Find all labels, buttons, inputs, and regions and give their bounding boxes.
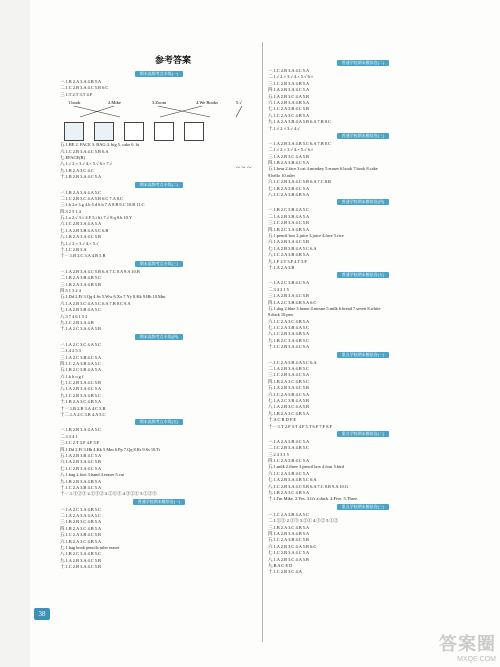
match-connector-line — [236, 106, 242, 117]
section-header — [60, 71, 258, 78]
answer-line: 9.duck 10.pen — [268, 312, 293, 318]
answer-line: 二.1.√ 2.× 3.√ 4.× 5.√ 6.× — [268, 74, 314, 80]
watermark — [416, 630, 496, 663]
answer-line: 四.1.B 2.A 3.C 4.B 5.C — [268, 378, 309, 384]
answer-line: 十一.1.B 2.B 3.A 4.C 5.B — [60, 405, 106, 411]
match-connector-line — [80, 106, 114, 117]
answer-line: 九.1.B 2.A 3.C 4.B 5.A — [268, 490, 310, 496]
answer-line: 一.1.A 2.B 3.A 4.B 5.C 6.A 7.B 8.C — [268, 140, 331, 146]
empty-picture-box — [184, 122, 204, 141]
answer-line: 十.1.A 2.A 3.B — [268, 264, 295, 270]
answer-line: 二.1.A 2.B 3.A 4.B 5.C — [268, 366, 309, 372]
answer-line: 一.1.B 2.B 3.A 4.A 5.C — [60, 427, 101, 433]
match-label: 3.Zoom — [152, 100, 167, 106]
answer-line: 五.1.a 2.√ 3.√ 4.F 5.i 6.i 7.√ 8.q 9.h 10.Y — [60, 215, 133, 221]
answer-line: 二.1.A 2.B 3.B 4.A 5.A — [268, 213, 310, 219]
pencil-scribble: ~ ~ ~ — [236, 164, 251, 172]
answer-line: 十.1.C 2.B 3.A 4.C 5.B — [60, 564, 101, 570]
answer-line: 八.1.A 2.B 3.C 4.A 5.B — [268, 556, 309, 562]
answer-line: 一.1.A 2.B 3.A 4.C 5.B 6.A 7.C 8.A 9.A 10.B — [60, 268, 140, 274]
answer-line: 四.1.A 2.B 3.A 4.B 5.A — [268, 531, 310, 536]
answer-line: 七.1.A 2.C 3.B 4.A 5.B — [268, 397, 309, 403]
answer-line: 五.1.A 2.B 3.B 4.C 5.A — [60, 452, 102, 458]
section-header-label: 重点学校期末模拟卷(一) — [337, 352, 390, 358]
answer-line: 三.1.T 2.T 3.T 4.F — [60, 91, 93, 97]
answer-line: 三.1.A 2.C 3.B 4.C 5.A — [60, 354, 102, 360]
answer-line: 一.1.A 2.C 3.C 4.A 5.C — [60, 341, 101, 347]
answer-line: 四.1.Dd 2.Ff 3.Hh 4.Kk 5.Mm 6.Pp 7.Qq 8.Rr 9.Ss 10.Tt — [60, 446, 161, 452]
answer-line: 八.1.A 2.B 3.A 4.C 5.A — [60, 386, 102, 392]
section-header — [268, 352, 458, 359]
answer-column-right — [268, 59, 458, 576]
answer-line: 六.1.A 2.B 3.C 4.A 5.C 6.A 7.B 8.C 9.A — [60, 300, 131, 306]
answer-line: 六.1.A 2.B 3.A 4.B 5.A — [268, 99, 310, 105]
answer-line: 四.5 1 3 2 4 — [60, 287, 81, 293]
section-header — [60, 182, 258, 189]
answer-line: 二.1.4 2 5 3 — [60, 348, 81, 354]
answer-line: 五.1.A 2.B 3.A 4.C 5.B — [268, 385, 309, 391]
answer-line: 三.1.C 2.T 3.F 4.F 5.F — [60, 440, 100, 446]
answer-line: 三.1.C 2.B 3.A 4.C 5.B — [268, 220, 309, 226]
column-divider — [262, 42, 263, 642]
answer-line: 二.1.B 2.A 3.B 4.B 5.C — [60, 275, 101, 281]
answer-line: 一.1.A 2.C 3.A 4.B 5.C — [60, 506, 101, 512]
section-header-label: 期末高频考点专练(二) — [135, 182, 184, 188]
answer-line: 二.1.√ 2.× 3.√ 4.× 5.√ 6.× — [268, 147, 314, 153]
answer-line: 九.1.C 2.B 3.A 4.B 5.C — [60, 392, 101, 398]
answer-line: 四.1.C 2.A 3.B 4.C 5.A — [268, 458, 310, 464]
answer-line: 二.3 3 4 1 — [60, 433, 78, 439]
answer-line: 五.1.pencil box 2.juice 3.juice 4.face 5.rice — [268, 232, 344, 238]
answer-line: 一.1.C 2.A 3.B 4.A 5.C 6.A — [268, 359, 317, 365]
page-title: 参考答案 — [154, 55, 191, 65]
answer-line: 二.1.A 2.A 3.A 4.A 5.C — [60, 513, 101, 519]
answer-line: 十二.1.A 2.C 3.B 4.A 5.C — [60, 412, 106, 418]
answer-line: 七.1.bag book pencils ruler eraser — [60, 545, 120, 551]
answer-line: 十.A C B D F E — [268, 417, 297, 423]
page-number: 38 — [34, 608, 50, 620]
answer-line: 一.1.C 2.A 3.B 4.A 5.C — [268, 511, 309, 517]
answer-line: 一.1.B 2.C 3.B 4.A 5.C — [268, 207, 309, 213]
section-header-label: 普通学校期末模拟卷(二) — [337, 60, 390, 66]
answer-line: 十.1.C 2.B 3.C 4.A — [268, 569, 302, 575]
match-label: 5.√ — [236, 100, 242, 106]
answer-line: 六.1.C 2.B 3.A 4.C 5.B 6.A — [60, 148, 109, 154]
answer-line: 六.1.A 2.B 3.A 4.C 5.B — [60, 459, 101, 465]
section-header — [268, 60, 458, 67]
answer-line: 二.1.C 2.B 3.A 4.B 5.C — [268, 445, 309, 451]
section-header — [268, 272, 458, 279]
answer-line: 三.1.A 2.B 3.C 4.A 5.B — [268, 153, 309, 159]
empty-picture-box — [124, 122, 144, 141]
answer-line: 八.1.B 2.C 3.A 4.B 5.C — [60, 551, 101, 557]
section-header-label: 期末高频考点专练(四) — [135, 334, 184, 340]
answer-line: 四.3 2 5 1 4 — [60, 208, 81, 214]
answer-line: 一.1.A 2.A 3.B 4.C 5.A — [268, 438, 310, 444]
match-label: 2.Mike — [108, 100, 121, 106]
answer-line: 三.1.C 2.B 3.A 4.C 5.A — [268, 372, 310, 378]
section-header-label: 普通学校期末模拟卷(一) — [133, 499, 186, 505]
answer-line: 五.1.Dd 2.Ff 3.Qq 4.Ss 5.Ww 6.Xx 7.Yy 8.Kk 9.Hh 10.Mm — [60, 294, 166, 300]
answer-line: 十.1.C 2.B 3.A — [60, 247, 87, 253]
match-label: 4.We Books — [196, 100, 218, 106]
answer-line: 七.1.C 2.B 3.A 4.C 5.A — [60, 465, 102, 471]
answer-line: 六.1.A 2.B 3.A 4.C 5.B — [268, 239, 309, 245]
watermark-url: MXQE.COM — [457, 656, 496, 663]
matching-lines — [60, 98, 250, 118]
answer-line: 五.1.bear 2.face 3.cat 4.monkey 5.eraser 6.book 7.book 8.cake — [268, 166, 378, 172]
answer-line: 八.1.C 2.B 3.A 4.C 5.B 6.A 7.C 8.B 9.A 10.G — [268, 483, 349, 489]
answer-line: 十一.1.B 2.C 3.A 4.B 5.B — [60, 253, 106, 259]
answer-line: 七.1.C 2.B 3.A 4.C 5.B — [60, 380, 101, 386]
section-header-label: 普通学校期末模拟卷(四) — [337, 199, 390, 205]
answer-line: 八.1.C 2.A 3.C 4.B 5.A — [268, 112, 310, 118]
answer-line: 十.1.C 2.B 3.A 4.C 5.A — [268, 344, 310, 350]
answer-line: 九.1.A 2.A 3.B 4.A 5.B 6.A 7.B 8.C — [268, 119, 331, 125]
section-header-label: 普通学校期末模拟卷(五) — [337, 272, 390, 278]
answer-line: 三.1.B 2.A 3.A 4.B 5.B — [60, 281, 101, 287]
answer-line: 三.1.A 2.B 3.A 4.C 5.B — [268, 293, 309, 299]
answer-line: 八.1.B 2.A 3.A 4.C 5.B — [60, 234, 101, 240]
answer-line: 七.1.A 2.B 3.A 4.B 5.C 6.A — [268, 477, 317, 483]
answer-line: 九.1.A 2.B 3.A 4.C 5.B — [60, 557, 101, 563]
answer-line: 9.hello 10.ruler — [268, 172, 295, 178]
answer-line: 一.1.C 2.B 3.A 4.C 5.A — [268, 68, 310, 73]
answer-line: 九.1.F 2.T 3.F 4.T 5.F — [268, 258, 307, 264]
answer-line: 三.2 4 3 1 5 — [268, 451, 289, 457]
answer-line: 九.B A C E D — [268, 562, 293, 568]
answer-line: 七.1.A 2.B 3.B 4.A 5.C 6.A — [268, 245, 317, 251]
answer-line: 二.1.①② 2.①③ 3.②① 4.③② 5.①② — [268, 518, 339, 524]
answer-line: 二.1.C 2.B 3.C 4.A 5.B 6.C 7.A 8.C — [60, 195, 123, 201]
answer-line: 十一.1.T 2.F 3.T 4.F 5.T 6.F 7.F 8.F — [268, 423, 332, 429]
answer-line: 八.1.C 2.A 3.B 4.B 5.A — [268, 252, 310, 258]
answer-line: 六.1.C 2.A 3.B 4.C 5.A — [268, 470, 310, 476]
answer-line: 九.1.C 2.B 3.A 4.B — [60, 319, 94, 325]
answer-column-left — [60, 70, 258, 571]
answer-line: 三.1.B 2.A 3.C 4.B 5.A — [268, 524, 310, 530]
answer-line: 七.1.A 2.B 3.B 4.A 5.C 6.B — [60, 227, 109, 233]
answer-line: 六.1.B 2.A 3.C 4.B 5.A — [60, 538, 102, 544]
answer-line: 五.1.dog 2.blue 3.home 4.mouse 5.milk 6.bread 7.seven 8.white — [268, 305, 381, 311]
answer-line: 一.1.B 2.A 3.A 4.B 5.A — [60, 79, 102, 84]
answer-line: 十.1.√ 2.× 3.√ 4.√ — [268, 125, 300, 131]
section-header-label: 期末高频考点专练(五) — [135, 419, 184, 425]
answer-line: 三.1.C 2.B 3.A 4.B 5.A — [268, 80, 310, 86]
answer-line: 十.1.B 2.B 3.A 4.C 5.A — [60, 174, 102, 180]
answer-line: 七.1.A 2.B 3.B 4.A 5.C — [60, 307, 101, 313]
answer-line: 八.1.√ 2.× 3.√ 4.× 5.√ 6.× 7.√ — [60, 161, 113, 167]
section-header-label: 重点学校期末模拟卷(三) — [337, 504, 390, 510]
watermark-logo-text: 答案圈 — [439, 634, 496, 654]
answer-line: 四.1.A 2.B 3.A 4.C 5.A — [268, 87, 310, 93]
section-header-label: 重点学校期末模拟卷(二) — [337, 431, 390, 437]
answer-line: 六.1.C 2.B 3.A 4.A 5.A — [60, 221, 102, 227]
section-header — [268, 199, 458, 206]
section-header-label: 期末高频考点专练(三) — [135, 261, 184, 267]
answer-line: 七.EFACE(B) — [60, 154, 85, 160]
empty-picture-box — [154, 122, 174, 141]
answer-line: 八.1.C 2.A 3.B 4.B 5.A — [268, 192, 310, 198]
answer-line: 六.1.C 2.B 3.A 4.C 5.B 6.A 7.C 8.B — [268, 179, 331, 185]
picture-boxes — [60, 122, 258, 142]
section-header-label: 普通学校期末模拟卷(三) — [337, 133, 390, 139]
answer-line: 一.1.A 2.C 3.B 4.C 5.A — [268, 280, 310, 286]
answer-line: 九.1.B 2.A 3.C 4.B 5.A — [268, 410, 310, 416]
section-header — [60, 334, 258, 341]
answer-line: 四.1.A 2.C 3.B 4.B 5.A 6.C — [268, 299, 317, 305]
answer-line: 十一.1.①②③ 2.①③② 3.②①③ 4.③②① 5.①②③ — [60, 491, 157, 497]
answer-line: 二.1.C 2.B 3.A 4.C 5.B 6.C — [60, 85, 109, 91]
section-header-label: 期末高频考点专练(一) — [135, 71, 184, 77]
section-header — [60, 261, 258, 268]
answer-line: 八.1.bag 2.foot 3.hand 4.eraser 5.cat — [60, 472, 124, 478]
answer-line: 十.1.A 2.C 3.A 4.A 5.B — [60, 326, 101, 332]
answer-line: 九.1.B 2.A 3.C 4.C — [60, 167, 94, 173]
answer-line: 一.1.B 2.A 3.A 4.A 5.C — [60, 189, 101, 195]
answer-line: 三.1.B 2.B 3.C 4.B 5.A — [60, 519, 102, 525]
section-header — [60, 419, 258, 426]
answer-line: 七.1.C 2.A 3.B 4.C 5.B — [268, 106, 309, 112]
answer-line: 十.1.I'm Mike. 2.Yes. 3.It's a duck. 4.Five. 5.Three. — [268, 496, 359, 502]
answer-line: 八.1.A 2.B 3.C 4.A 5.B — [268, 404, 309, 410]
section-header — [60, 499, 258, 506]
answer-line: 五.1.BE 2. FACE 3. BAG 4. big 5. cake 6. hi — [60, 142, 140, 148]
answer-line: 十.1.C 2.A 3.B 4.C 5.A — [60, 484, 102, 490]
page-margin-band — [0, 0, 30, 667]
answer-line: 十.1.B 2.A 3.C 4.B 5.A — [60, 399, 102, 405]
answer-line: 六.1.C 2.A 3.C 4.B 5.A — [268, 318, 310, 324]
section-header — [268, 504, 458, 511]
match-label: 1.book — [68, 100, 81, 106]
answer-line: 四.1.B 2.A 3.C 4.B 5.A — [60, 525, 102, 531]
answer-line: 八.3 7 4 6 1 5 2 — [60, 313, 88, 319]
answer-line: 六.1.C 2.A 3.B 4.C 5.A — [268, 391, 310, 397]
answer-line: 六.1.k h o g f — [60, 373, 84, 379]
answer-line: 五.1.milk 2.three 3.pencil box 4.four 5.bird — [268, 464, 344, 470]
answer-line: 七.1.C 2.A 3.B 4.A 5.C — [268, 325, 309, 331]
answer-line: 五.1.A 2.B 3.C 4.A 5.B — [268, 93, 309, 99]
book-picture-icon — [64, 122, 84, 141]
answer-line: 二.3 4 2 1 5 — [268, 286, 289, 292]
answer-line: 六.1.A 2.B 3.C 4.A 5.B 6.C — [268, 543, 317, 549]
answer-line: 九.1.B 2.B 3.A 4.B 5.A — [60, 478, 102, 484]
answer-line: 五.1.C 2.A 3.B 4.C 5.B — [60, 532, 101, 538]
answer-line: 四.1.B 2.C 3.A 4.B 5.A — [268, 226, 310, 232]
answer-line: 五.1.C 2.A 3.B 4.C 5.B — [268, 537, 309, 543]
answer-line: 七.1.C 2.B 3.A 4.C 5.A — [268, 550, 310, 556]
matching-exercise — [60, 98, 258, 118]
section-header — [268, 431, 458, 438]
answer-line: 九.1.B 2.C 3.A 4.B 5.C — [268, 337, 309, 343]
answer-line: 四.1.C 2.A 3.B 4.A 5.C — [60, 360, 101, 366]
book-picture-icon — [94, 122, 114, 141]
section-header — [268, 133, 458, 140]
answer-line: 五.1.B 2.C 3.B 4.A 5.A — [60, 367, 102, 373]
answer-line: 三.1.b 2.e 3.g 4.b 5.d 6.b 7.A 8.B 9.C 10.B 11.C — [60, 202, 145, 208]
answer-line: 八.1.C 2.B 3.A 4.B 5.A — [268, 331, 310, 337]
answer-line: 七.1.B 2.A 3.B 4.C 5.A — [268, 185, 310, 191]
answer-line: 九.1.√ 2.× 3.√ 4.× 5.√ — [60, 240, 99, 246]
answer-line: 四.1.B 2.A 3.B 4.C 5.A — [268, 160, 310, 166]
